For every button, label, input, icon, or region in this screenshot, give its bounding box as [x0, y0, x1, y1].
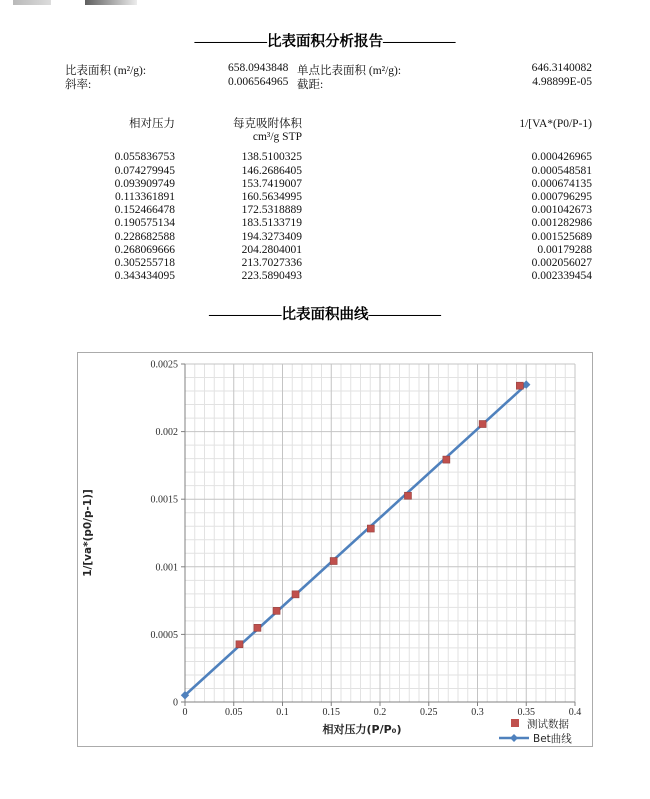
table-cell: 194.3273409: [241, 230, 302, 243]
test-data-marker: [254, 624, 261, 631]
table-row: [0, 244, 650, 257]
table-cell: 0.113361891: [115, 190, 175, 203]
param-label-slope: 斜率:: [65, 79, 92, 91]
x-tick-label: 0.1: [276, 707, 289, 718]
chart-svg: [77, 352, 593, 747]
x-tick-labels: [183, 707, 582, 718]
table-cell: 0.268069666: [114, 243, 175, 256]
table-cell: 0.001282986: [531, 217, 592, 230]
table-row: [0, 204, 650, 217]
x-axis-title: 相对压力(P/P₀): [322, 723, 402, 736]
table-cell: 138.5100325: [241, 151, 302, 164]
legend-bet-curve-label: Bet曲线: [533, 733, 572, 745]
header-relative-pressure: 相对压力: [129, 118, 175, 130]
table-cell: 0.305255718: [114, 256, 175, 269]
table-cell: 0.000674135: [531, 177, 592, 190]
table-body: [0, 151, 650, 283]
x-tick-label: 0.25: [420, 707, 438, 718]
table-cell: 0.002339454: [531, 270, 592, 283]
x-tick-label: 0.4: [568, 707, 582, 718]
table-cell: 0.002056027: [531, 256, 592, 269]
param-label-single-point-surface-area: 单点比表面积 (m²/g):: [297, 65, 402, 77]
test-data-marker: [367, 525, 374, 532]
table-cell: 0.228682588: [114, 230, 175, 243]
test-data-marker: [443, 456, 450, 463]
param-value-slope: 0.006564965: [228, 76, 289, 88]
legend-test-data-label: 测试数据: [527, 718, 569, 731]
y-tick-label: 0.002: [155, 427, 178, 439]
table-row: [0, 191, 650, 204]
test-data-marker: [404, 492, 411, 499]
table-cell: 0.055836753: [114, 151, 175, 164]
top-artifact-bar-left: [13, 0, 51, 5]
test-data-marker: [330, 558, 337, 565]
table-row: [0, 151, 650, 164]
test-data-marker: [236, 641, 243, 648]
table-row: [0, 217, 650, 230]
table-row: [0, 231, 650, 244]
param-value-intercept: 4.98899E-05: [532, 76, 592, 88]
table-cell: 223.5890493: [241, 270, 302, 283]
bet-chart: [77, 352, 593, 747]
header-adsorbed-volume-line1: 每克吸附体积: [233, 118, 302, 130]
header-adsorbed-volume-line2: cm³/g STP: [252, 131, 302, 144]
table-cell: 0.001525689: [531, 230, 592, 243]
report-title: —————比表面积分析报告—————: [194, 34, 456, 50]
y-tick-label: 0: [173, 697, 178, 709]
table-cell: 0.074279945: [114, 164, 175, 177]
top-artifact-bar-right: [85, 0, 137, 5]
table-cell: 204.2804001: [241, 243, 302, 256]
table-row: [0, 257, 650, 270]
x-tick-label: 0.05: [225, 707, 243, 718]
test-data-marker: [292, 591, 299, 598]
y-tick-label: 0.0005: [150, 629, 178, 641]
curve-section-title: —————比表面积曲线—————: [209, 307, 441, 323]
table-cell: 0.343434095: [114, 270, 175, 283]
table-header-row: [0, 118, 650, 144]
test-data-marker: [516, 382, 523, 389]
table-row: [0, 270, 650, 283]
table-cell: 0.190575134: [114, 217, 175, 230]
table-cell: 153.7419007: [241, 177, 302, 190]
header-bet-term: 1/[VA*(P0/P-1): [519, 118, 592, 130]
x-tick-label: 0.15: [322, 707, 340, 718]
table-cell: 160.5634995: [241, 190, 302, 203]
table-cell: 0.000426965: [531, 151, 592, 164]
table-cell: 146.2686405: [241, 164, 302, 177]
table-row: [0, 178, 650, 191]
table-cell: 0.000548581: [531, 164, 592, 177]
chart-border: [78, 353, 593, 747]
y-tick-label: 0.001: [155, 562, 178, 574]
legend-test-data-swatch: [511, 719, 519, 727]
y-axis-title: 1/[va*(p0/p-1)]: [82, 489, 94, 577]
table-cell: 0.093909749: [114, 177, 175, 190]
table-cell: 0.001042673: [531, 204, 592, 217]
y-tick-label: 0.0015: [150, 494, 178, 506]
test-data-marker: [273, 607, 280, 614]
table-cell: 183.5133719: [241, 217, 302, 230]
table-cell: 0.000796295: [531, 190, 592, 203]
param-label-specific-surface-area: 比表面积 (m²/g):: [65, 65, 147, 77]
table-cell: 172.5318889: [241, 204, 302, 217]
param-value-single-point-surface-area: 646.3140082: [531, 62, 592, 74]
header-adsorbed-volume: [175, 118, 302, 144]
test-data-marker: [479, 421, 486, 428]
table-cell: 213.7027336: [241, 256, 302, 269]
param-label-intercept: 截距:: [297, 79, 324, 91]
param-value-specific-surface-area: 658.0943848: [228, 62, 289, 74]
table-row: [0, 165, 650, 178]
table-cell: 0.00179288: [537, 243, 592, 256]
x-tick-label: 0.3: [471, 707, 484, 718]
data-table: [0, 118, 650, 283]
x-tick-label: 0.2: [373, 707, 387, 718]
x-tick-label: 0: [182, 707, 188, 718]
table-cell: 0.152466478: [114, 204, 175, 217]
x-tick-label: 0.35: [517, 707, 535, 718]
y-tick-label: 0.0025: [150, 359, 178, 371]
